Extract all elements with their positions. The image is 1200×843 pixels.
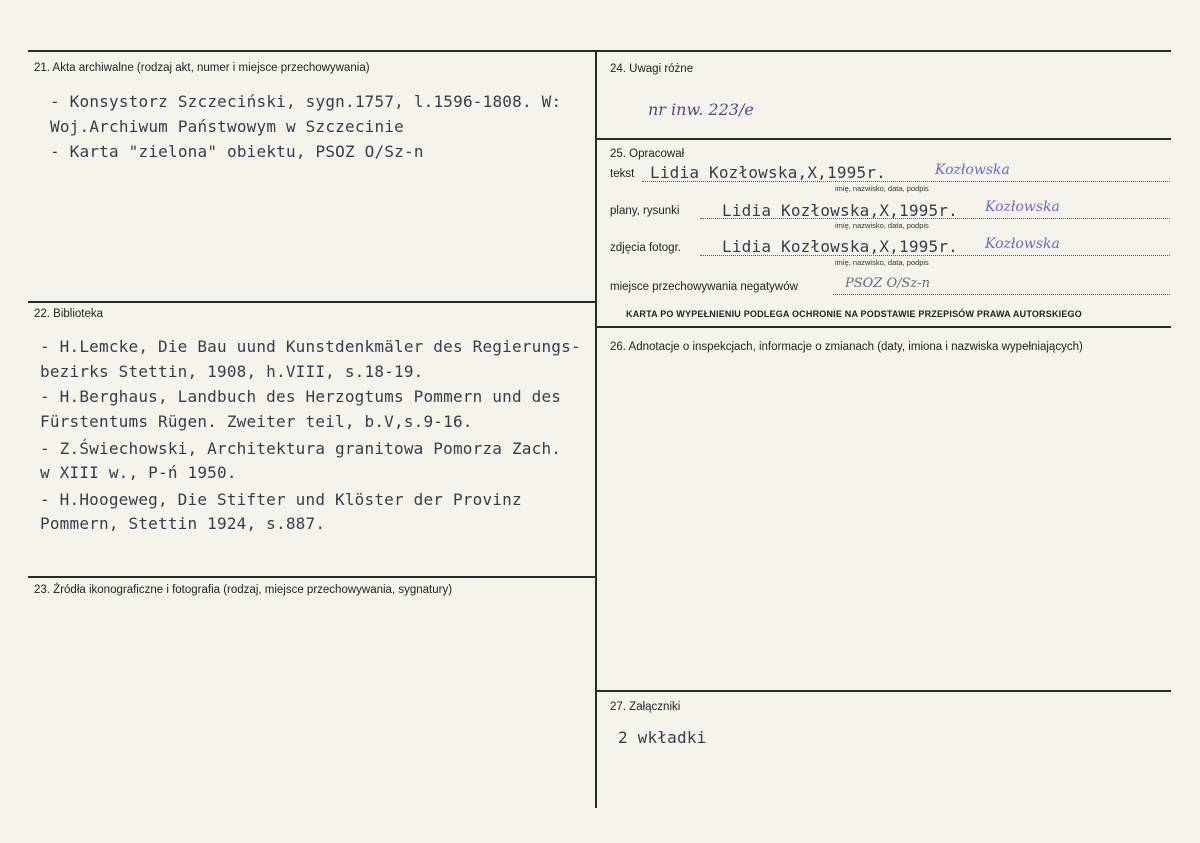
row-zdjecia-value: Lidia Kozłowska,X,1995r.	[722, 237, 958, 256]
section-26-label: 26. Adnotacje o inspekcjach, informacje o zmianach (daty, imiona i nazwiska wypełniających)	[610, 341, 1083, 353]
row-plany-signature: Kozłowska	[985, 199, 1060, 215]
section-24-label: 24. Uwagi różne	[610, 63, 694, 75]
row-tekst-sublabel: imię, nazwisko, data, podpis	[835, 184, 929, 193]
section-22-line-8: Pommern, Stettin 1924, s.887.	[40, 514, 326, 533]
section-22-line-6: w XIII w., P-ń 1950.	[40, 463, 237, 482]
section-22-label: 22. Biblioteka	[34, 308, 104, 320]
right-divider-25	[596, 138, 1171, 140]
copyright-notice: KARTA PO WYPEŁNIENIU PODLEGA OCHRONIE NA PODSTAWIE PRZEPISÓW PRAWA AUTORSKIEGO	[626, 309, 1082, 319]
section-24-note: nr inw. 223/e	[648, 100, 754, 119]
section-22-line-1: - H.Lemcke, Die Bau uund Kunstdenkmäler des Regierungs-	[40, 337, 581, 356]
row-zdjecia-label: zdjęcia fotogr.	[610, 242, 681, 254]
left-divider-22	[28, 301, 596, 303]
section-22-line-2: bezirks Stettin, 1908, h.VIII, s.18-19.	[40, 362, 424, 381]
row-tekst-signature: Kozłowska	[935, 162, 1010, 178]
negatives-value: PSOZ O/Sz-n	[845, 276, 931, 291]
row-tekst-label: tekst	[610, 168, 635, 180]
negatives-label: miejsce przechowywania negatywów	[610, 281, 798, 293]
section-21-line-3: - Karta "zielona" obiektu, PSOZ O/Sz-n	[50, 142, 424, 161]
section-21-label: 21. Akta archiwalne (rodzaj akt, numer i miejsce przechowywania)	[34, 62, 370, 74]
right-divider-27	[596, 690, 1171, 692]
top-border	[28, 50, 1171, 52]
row-zdjecia-sublabel: imię, nazwisko, data, podpis	[835, 258, 929, 267]
section-27-label: 27. Załączniki	[610, 701, 681, 713]
section-25-label: 25. Opracował	[610, 148, 685, 160]
row-plany-value: Lidia Kozłowska,X,1995r.	[722, 201, 958, 220]
section-22-line-7: - H.Hoogeweg, Die Stifter und Klöster der Provinz	[40, 490, 522, 509]
section-22-line-3: - H.Berghaus, Landbuch des Herzogtums Pommern und des	[40, 387, 562, 406]
row-zdjecia-signature: Kozłowska	[985, 236, 1060, 252]
section-22-line-4: Fürstentums Rügen. Zweiter teil, b.V,s.9-16.	[40, 412, 473, 431]
section-21-line-1: - Konsystorz Szczeciński, sygn.1757, l.1596-1808. W:	[50, 92, 562, 111]
right-divider-26	[596, 326, 1171, 328]
row-tekst-value: Lidia Kozłowska,X,1995r.	[650, 163, 886, 182]
left-divider-23	[28, 576, 596, 578]
row-plany-sublabel: imię, nazwisko, data, podpis	[835, 221, 929, 230]
section-27-value: 2 wkładki	[618, 728, 707, 747]
section-23-label: 23. Źródła ikonograficzne i fotografia (rodzaj, miejsce przechowywania, sygnatury)	[34, 584, 453, 596]
negatives-dots	[833, 294, 1170, 295]
section-21-line-2: Woj.Archiwum Państwowym w Szczecinie	[50, 117, 404, 136]
center-divider	[595, 50, 597, 808]
row-plany-label: plany, rysunki	[610, 205, 680, 217]
section-22-line-5: - Z.Świechowski, Architektura granitowa Pomorza Zach.	[40, 439, 562, 458]
